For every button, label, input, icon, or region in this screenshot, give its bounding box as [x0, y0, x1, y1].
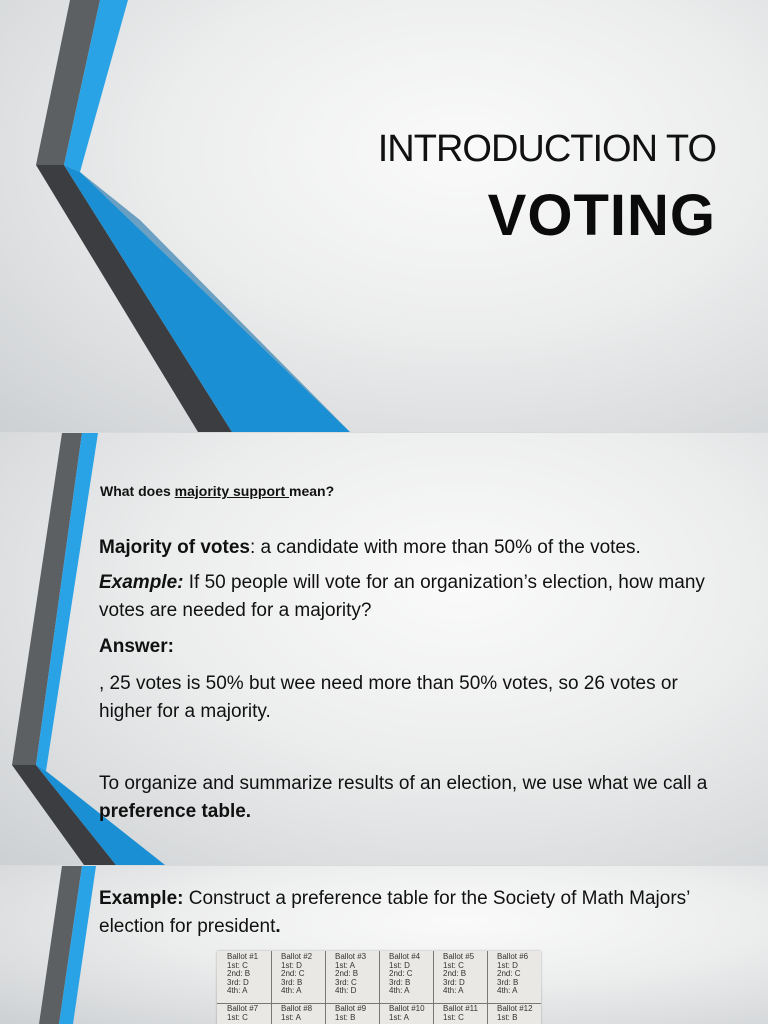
- ballot-ranking: 1st: C: [227, 1012, 248, 1022]
- ballot-ranking: 2nd: C: [281, 969, 305, 978]
- ballot-card: [281, 953, 334, 996]
- preference-table-slide: [0, 866, 768, 1024]
- ballot-ranking: 1st: C: [443, 1012, 464, 1022]
- majority-definition: [99, 534, 729, 562]
- example-label: Example:: [99, 888, 184, 909]
- answer-text: , 25 votes is 50% but wee need more than 50% votes, so 26 votes or higher for a majority.: [99, 673, 678, 722]
- title-line-2: VOTING: [487, 183, 716, 248]
- ballot-ranking: 4th: A: [443, 986, 464, 995]
- example-period: .: [275, 916, 281, 937]
- ballot-ranking: 1st: D: [281, 960, 302, 970]
- ballot-title: Ballot #12: [497, 1004, 533, 1013]
- ballot-ranking: 1st: B: [497, 1012, 518, 1022]
- example-paragraph: [99, 569, 729, 625]
- ballot-card: [335, 1005, 388, 1022]
- ballot-title: Ballot #4: [389, 952, 421, 961]
- ballot-ranking: 3rd: D: [227, 977, 249, 987]
- ballot-ranking: 2nd: C: [497, 969, 521, 978]
- ballot-ranking: 1st: A: [335, 960, 356, 970]
- ballot-ranking: 3rd: B: [281, 977, 303, 987]
- ballot-card: [389, 953, 442, 996]
- ballot-card: [443, 1005, 496, 1022]
- blue-stripe-lower: [64, 165, 350, 432]
- ballot-ranking: 3rd: B: [389, 977, 411, 987]
- ballot-ranking: 4th: A: [227, 986, 248, 995]
- example-text: Construct a preference table for the Society of Math Majors’ election for president: [99, 888, 690, 937]
- ballot-ranking: 1st: C: [227, 960, 248, 970]
- question-prefix: What does: [100, 483, 175, 499]
- ballot-ranking: 1st: D: [389, 960, 410, 970]
- ballot-title: Ballot #1: [227, 952, 259, 961]
- ballot-title: Ballot #5: [443, 952, 475, 961]
- answer-label: Answer:: [99, 636, 174, 657]
- ballot-ranking: 1st: A: [389, 1012, 410, 1022]
- title-slide: [0, 0, 768, 432]
- ballot-ranking: 1st: D: [497, 960, 518, 970]
- example-label: Example:: [99, 572, 184, 593]
- ballot-ranking: 4th: A: [389, 986, 410, 995]
- preference-table-term: preference table.: [99, 801, 252, 822]
- ballot-title: Ballot #10: [389, 1004, 425, 1013]
- ballot-title: Ballot #11: [443, 1004, 478, 1013]
- ballot-ranking: 2nd: B: [443, 969, 467, 978]
- ballot-title: Ballot #2: [281, 952, 313, 961]
- ballot-ranking: 3rd: C: [335, 977, 357, 987]
- ballot-title: Ballot #8: [281, 1004, 313, 1013]
- question-heading: [100, 483, 334, 499]
- ballot-ranking: 1st: B: [335, 1012, 356, 1022]
- example-text: If 50 people will vote for an organization’s election, how many votes are needed for a majority?: [99, 572, 705, 621]
- majority-support-term: majority support: [174, 483, 290, 499]
- ballot-card: [227, 1005, 280, 1022]
- example-paragraph: [99, 885, 729, 941]
- ballot-ranking: 4th: A: [497, 986, 518, 995]
- question-suffix: mean?: [289, 483, 335, 499]
- ballot-card: [497, 1005, 550, 1022]
- ballot-ranking: 1st: C: [443, 960, 464, 970]
- ballot-card: [497, 953, 550, 996]
- ballot-ranking: 3rd: D: [443, 977, 465, 987]
- ballots-photo: [217, 951, 541, 1024]
- ballot-card: [389, 1005, 442, 1022]
- ballot-ranking: 2nd: B: [227, 969, 251, 978]
- title-line-1: INTRODUCTION TO: [377, 128, 716, 170]
- ballot-ranking: 3rd: B: [497, 977, 519, 987]
- ballot-card: [443, 953, 496, 996]
- ballot-ranking: 2nd: B: [335, 969, 359, 978]
- ballot-card: [227, 953, 280, 996]
- ballot-title: Ballot #6: [497, 952, 529, 961]
- ballot-card: [281, 1005, 334, 1022]
- ballot-ranking: 2nd: C: [389, 969, 413, 978]
- ballot-card: [335, 953, 388, 996]
- organize-text: To organize and summarize results of an election, we use what we call a: [99, 773, 708, 794]
- ballot-ranking: 4th: A: [281, 986, 302, 995]
- majority-term: Majority of votes: [99, 537, 250, 558]
- majority-def: : a candidate with more than 50% of the votes.: [249, 537, 641, 558]
- ballot-title: Ballot #3: [335, 952, 367, 961]
- ballot-ranking: 4th: D: [335, 986, 357, 995]
- ballot-title: Ballot #7: [227, 1004, 259, 1013]
- majority-slide: [0, 433, 768, 865]
- ballot-title: Ballot #9: [335, 1004, 367, 1013]
- ballot-ranking: 1st: A: [281, 1012, 302, 1022]
- organize-paragraph: [99, 770, 729, 826]
